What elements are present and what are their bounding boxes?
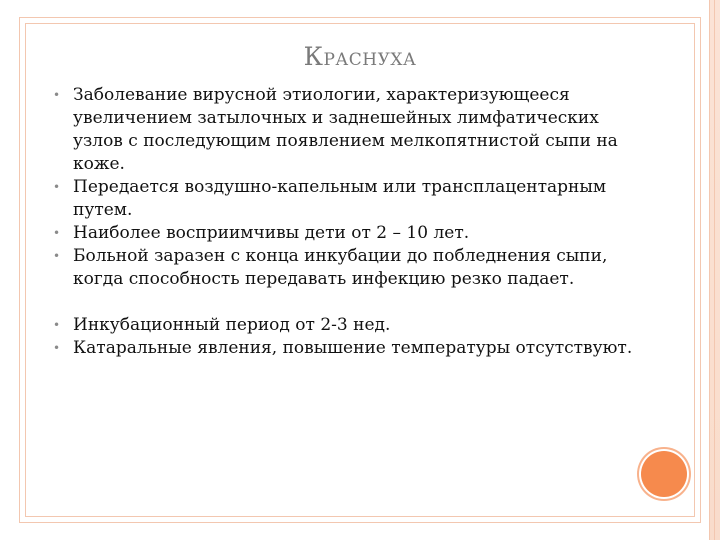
list-item (53, 222, 633, 245)
slide-title (0, 42, 720, 71)
list-item (53, 337, 633, 360)
right-decorative-bar (709, 0, 720, 540)
list-item-text: Передается воздушно-капельным или трансплацентарным путем. (73, 177, 607, 220)
title-first-letter: К (303, 42, 324, 71)
title-rest: РАСНУХА (323, 50, 417, 70)
list-item-text: Инкубационный период от 2-3 нед. (73, 315, 391, 335)
bullet-icon: • (53, 341, 61, 355)
bullet-icon: • (53, 226, 61, 240)
bullet-list (53, 84, 633, 360)
list-item-text: Больной заразен с конца инкубации до побледнения сыпи, когда способность передавать инфекцию резко падает. (73, 246, 608, 289)
list-item-text: Заболевание вирусной этиологии, характеризующееся увеличением затылочных и заднешейных лимфатических узлов с последующим появлением мелкопятнистой сыпи на коже. (73, 85, 618, 174)
bullet-icon: • (53, 249, 61, 263)
list-item-text: Катаральные явления, повышение температуры отсутствуют. (73, 338, 633, 358)
list-item (53, 314, 633, 337)
list-item (53, 245, 633, 291)
right-bar-line (714, 0, 715, 540)
list-item (53, 176, 633, 222)
bullet-icon: • (53, 88, 61, 102)
decorative-circle (641, 451, 687, 497)
list-item (53, 84, 633, 176)
list-item-text: Наиболее восприимчивы дети от 2 – 10 лет. (73, 223, 470, 243)
list-gap (53, 291, 633, 314)
bullet-icon: • (53, 180, 61, 194)
bullet-icon: • (53, 318, 61, 332)
